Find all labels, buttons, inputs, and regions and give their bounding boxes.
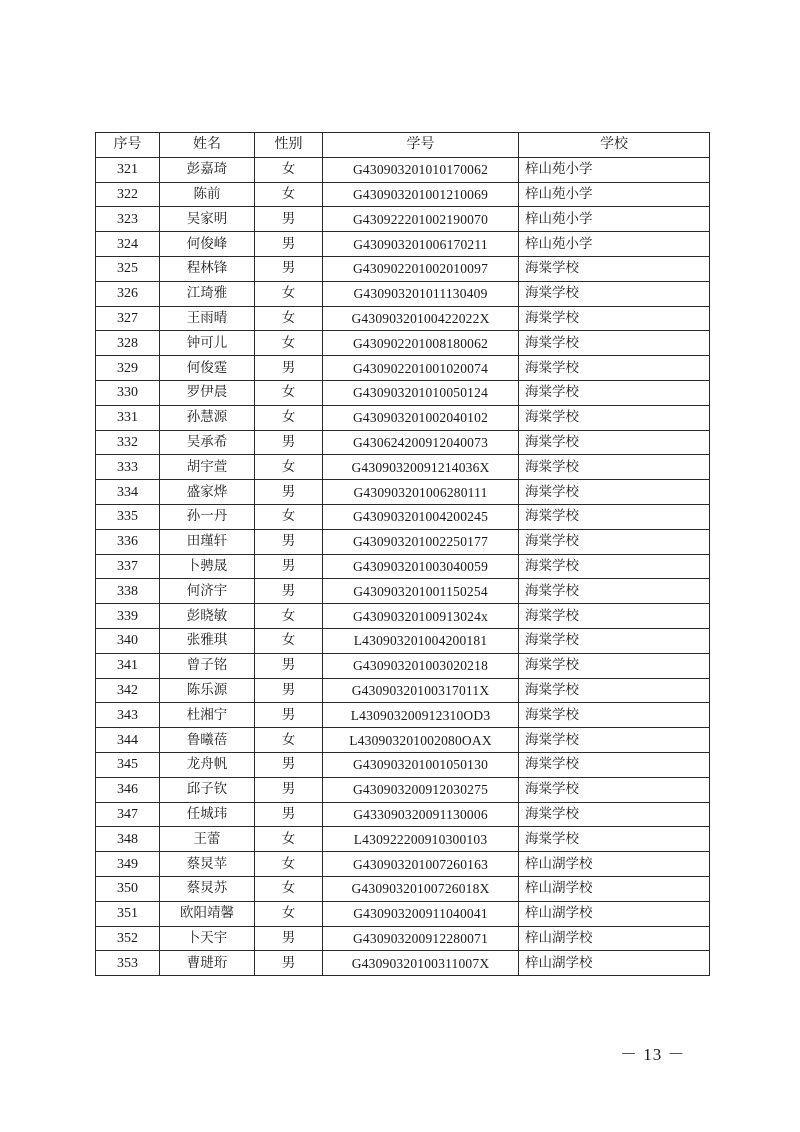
cell-student-id: G43090320100726018X bbox=[323, 876, 519, 901]
table-row bbox=[96, 529, 710, 554]
page-number: － 13 － bbox=[620, 1045, 686, 1064]
cell-name: 陈前 bbox=[160, 182, 255, 207]
cell-school: 海棠学校 bbox=[519, 604, 710, 629]
table-row bbox=[96, 504, 710, 529]
cell-name: 欧阳靖馨 bbox=[160, 901, 255, 926]
cell-school: 海棠学校 bbox=[519, 405, 710, 430]
cell-seq: 330 bbox=[96, 380, 160, 405]
table-row bbox=[96, 852, 710, 877]
cell-seq: 324 bbox=[96, 232, 160, 257]
cell-name: 杜湘宁 bbox=[160, 703, 255, 728]
cell-gender: 女 bbox=[255, 455, 323, 480]
header-seq: 序号 bbox=[96, 133, 160, 158]
cell-student-id: G43090320100311007X bbox=[323, 951, 519, 976]
cell-name: 蔡炅苏 bbox=[160, 876, 255, 901]
cell-student-id: G430903201011130409 bbox=[323, 281, 519, 306]
table-body bbox=[96, 157, 710, 975]
cell-name: 钟可儿 bbox=[160, 331, 255, 356]
cell-seq: 333 bbox=[96, 455, 160, 480]
cell-school: 梓山苑小学 bbox=[519, 182, 710, 207]
table-row bbox=[96, 356, 710, 381]
cell-school: 梓山湖学校 bbox=[519, 876, 710, 901]
cell-school: 梓山苑小学 bbox=[519, 232, 710, 257]
cell-school: 海棠学校 bbox=[519, 306, 710, 331]
cell-student-id: L430922200910300103 bbox=[323, 827, 519, 852]
cell-gender: 女 bbox=[255, 852, 323, 877]
table-row bbox=[96, 579, 710, 604]
cell-gender: 女 bbox=[255, 728, 323, 753]
cell-student-id: L430903200912310OD3 bbox=[323, 703, 519, 728]
cell-gender: 男 bbox=[255, 480, 323, 505]
table-row bbox=[96, 380, 710, 405]
cell-name: 鲁曦蓓 bbox=[160, 728, 255, 753]
cell-gender: 男 bbox=[255, 207, 323, 232]
cell-seq: 350 bbox=[96, 876, 160, 901]
cell-name: 王雨晴 bbox=[160, 306, 255, 331]
cell-gender: 女 bbox=[255, 306, 323, 331]
cell-student-id: G430903201006280111 bbox=[323, 480, 519, 505]
cell-school: 海棠学校 bbox=[519, 529, 710, 554]
table-row bbox=[96, 207, 710, 232]
table-row bbox=[96, 430, 710, 455]
cell-name: 程林锋 bbox=[160, 256, 255, 281]
table-row bbox=[96, 157, 710, 182]
cell-seq: 335 bbox=[96, 504, 160, 529]
cell-school: 海棠学校 bbox=[519, 579, 710, 604]
cell-gender: 女 bbox=[255, 281, 323, 306]
table-row bbox=[96, 653, 710, 678]
cell-gender: 男 bbox=[255, 232, 323, 257]
cell-student-id: G430903201003020218 bbox=[323, 653, 519, 678]
table-row bbox=[96, 232, 710, 257]
table-row bbox=[96, 455, 710, 480]
table-row bbox=[96, 802, 710, 827]
cell-seq: 345 bbox=[96, 752, 160, 777]
cell-school: 海棠学校 bbox=[519, 455, 710, 480]
cell-gender: 男 bbox=[255, 802, 323, 827]
cell-school: 海棠学校 bbox=[519, 281, 710, 306]
cell-gender: 女 bbox=[255, 157, 323, 182]
table-row bbox=[96, 951, 710, 976]
cell-gender: 男 bbox=[255, 653, 323, 678]
cell-name: 卜天宇 bbox=[160, 926, 255, 951]
cell-student-id: G430922201002190070 bbox=[323, 207, 519, 232]
cell-student-id: G43090320100317011X bbox=[323, 678, 519, 703]
cell-name: 孙慧源 bbox=[160, 405, 255, 430]
table-row bbox=[96, 554, 710, 579]
cell-school: 海棠学校 bbox=[519, 703, 710, 728]
cell-gender: 女 bbox=[255, 380, 323, 405]
header-student-id: 学号 bbox=[323, 133, 519, 158]
cell-seq: 327 bbox=[96, 306, 160, 331]
table-row bbox=[96, 281, 710, 306]
cell-seq: 323 bbox=[96, 207, 160, 232]
cell-name: 曾子铭 bbox=[160, 653, 255, 678]
cell-gender: 男 bbox=[255, 430, 323, 455]
cell-student-id: G430903201002040102 bbox=[323, 405, 519, 430]
table-row bbox=[96, 678, 710, 703]
cell-seq: 341 bbox=[96, 653, 160, 678]
cell-school: 海棠学校 bbox=[519, 554, 710, 579]
cell-gender: 男 bbox=[255, 703, 323, 728]
cell-school: 海棠学校 bbox=[519, 802, 710, 827]
table-row bbox=[96, 777, 710, 802]
cell-name: 龙舟帆 bbox=[160, 752, 255, 777]
cell-student-id: G430902201008180062 bbox=[323, 331, 519, 356]
cell-name: 何俊峰 bbox=[160, 232, 255, 257]
cell-seq: 329 bbox=[96, 356, 160, 381]
student-list-table bbox=[95, 132, 710, 976]
cell-student-id: G43090320100913024x bbox=[323, 604, 519, 629]
table-row bbox=[96, 827, 710, 852]
cell-seq: 347 bbox=[96, 802, 160, 827]
cell-gender: 女 bbox=[255, 901, 323, 926]
cell-name: 彭晓敏 bbox=[160, 604, 255, 629]
cell-gender: 女 bbox=[255, 628, 323, 653]
table-row bbox=[96, 306, 710, 331]
cell-student-id: G430624200912040073 bbox=[323, 430, 519, 455]
cell-seq: 351 bbox=[96, 901, 160, 926]
cell-gender: 男 bbox=[255, 926, 323, 951]
cell-name: 田瑾轩 bbox=[160, 529, 255, 554]
cell-name: 何俊霆 bbox=[160, 356, 255, 381]
cell-student-id: G430903201001210069 bbox=[323, 182, 519, 207]
cell-student-id: G430903201001150254 bbox=[323, 579, 519, 604]
cell-student-id: L430903201002080OAX bbox=[323, 728, 519, 753]
cell-seq: 353 bbox=[96, 951, 160, 976]
cell-name: 吴承希 bbox=[160, 430, 255, 455]
cell-name: 张雅琪 bbox=[160, 628, 255, 653]
table-row bbox=[96, 256, 710, 281]
cell-name: 何济宇 bbox=[160, 579, 255, 604]
header-school: 学校 bbox=[519, 133, 710, 158]
table-row bbox=[96, 926, 710, 951]
cell-name: 任城玮 bbox=[160, 802, 255, 827]
cell-student-id: G43090320100422022X bbox=[323, 306, 519, 331]
cell-gender: 女 bbox=[255, 405, 323, 430]
cell-gender: 女 bbox=[255, 604, 323, 629]
cell-school: 梓山湖学校 bbox=[519, 901, 710, 926]
cell-seq: 332 bbox=[96, 430, 160, 455]
cell-student-id: G430902201001020074 bbox=[323, 356, 519, 381]
cell-school: 海棠学校 bbox=[519, 752, 710, 777]
cell-name: 陈乐源 bbox=[160, 678, 255, 703]
cell-student-id: G430903201010170062 bbox=[323, 157, 519, 182]
cell-name: 卜骋晟 bbox=[160, 554, 255, 579]
cell-seq: 346 bbox=[96, 777, 160, 802]
cell-school: 梓山苑小学 bbox=[519, 207, 710, 232]
cell-seq: 321 bbox=[96, 157, 160, 182]
cell-school: 海棠学校 bbox=[519, 256, 710, 281]
cell-name: 罗伊晨 bbox=[160, 380, 255, 405]
table-row bbox=[96, 480, 710, 505]
cell-seq: 328 bbox=[96, 331, 160, 356]
cell-gender: 男 bbox=[255, 752, 323, 777]
cell-gender: 女 bbox=[255, 331, 323, 356]
cell-name: 彭嘉琦 bbox=[160, 157, 255, 182]
cell-seq: 338 bbox=[96, 579, 160, 604]
cell-name: 蔡炅苹 bbox=[160, 852, 255, 877]
cell-name: 胡宇萱 bbox=[160, 455, 255, 480]
header-gender: 性别 bbox=[255, 133, 323, 158]
cell-student-id: G430903201003040059 bbox=[323, 554, 519, 579]
table-row bbox=[96, 628, 710, 653]
cell-school: 梓山湖学校 bbox=[519, 852, 710, 877]
cell-school: 海棠学校 bbox=[519, 504, 710, 529]
cell-seq: 352 bbox=[96, 926, 160, 951]
table-row bbox=[96, 331, 710, 356]
table-row bbox=[96, 703, 710, 728]
cell-name: 江琦雅 bbox=[160, 281, 255, 306]
table-row bbox=[96, 876, 710, 901]
cell-gender: 男 bbox=[255, 579, 323, 604]
cell-seq: 342 bbox=[96, 678, 160, 703]
cell-seq: 343 bbox=[96, 703, 160, 728]
cell-school: 海棠学校 bbox=[519, 777, 710, 802]
cell-name: 吴家明 bbox=[160, 207, 255, 232]
cell-seq: 334 bbox=[96, 480, 160, 505]
header-name: 姓名 bbox=[160, 133, 255, 158]
student-list-table-container bbox=[95, 132, 709, 976]
cell-seq: 348 bbox=[96, 827, 160, 852]
cell-seq: 349 bbox=[96, 852, 160, 877]
cell-name: 孙一丹 bbox=[160, 504, 255, 529]
cell-gender: 男 bbox=[255, 554, 323, 579]
table-row bbox=[96, 901, 710, 926]
cell-student-id: G430902201002010097 bbox=[323, 256, 519, 281]
cell-seq: 331 bbox=[96, 405, 160, 430]
cell-student-id: G430903200912030275 bbox=[323, 777, 519, 802]
cell-gender: 男 bbox=[255, 256, 323, 281]
table-row bbox=[96, 182, 710, 207]
table-row bbox=[96, 604, 710, 629]
cell-seq: 337 bbox=[96, 554, 160, 579]
table-row bbox=[96, 728, 710, 753]
cell-student-id: L430903201004200181 bbox=[323, 628, 519, 653]
cell-student-id: G433090320091130006 bbox=[323, 802, 519, 827]
cell-school: 海棠学校 bbox=[519, 653, 710, 678]
cell-school: 海棠学校 bbox=[519, 430, 710, 455]
table-row bbox=[96, 405, 710, 430]
cell-seq: 344 bbox=[96, 728, 160, 753]
cell-student-id: G430903201002250177 bbox=[323, 529, 519, 554]
cell-gender: 女 bbox=[255, 182, 323, 207]
cell-school: 梓山湖学校 bbox=[519, 926, 710, 951]
cell-name: 曹琎珩 bbox=[160, 951, 255, 976]
cell-school: 海棠学校 bbox=[519, 678, 710, 703]
cell-student-id: G430903201007260163 bbox=[323, 852, 519, 877]
cell-gender: 女 bbox=[255, 827, 323, 852]
cell-student-id: G43090320091214036X bbox=[323, 455, 519, 480]
cell-school: 海棠学校 bbox=[519, 380, 710, 405]
cell-gender: 男 bbox=[255, 529, 323, 554]
cell-student-id: G430903201006170211 bbox=[323, 232, 519, 257]
cell-school: 海棠学校 bbox=[519, 628, 710, 653]
cell-name: 王蕾 bbox=[160, 827, 255, 852]
cell-gender: 女 bbox=[255, 504, 323, 529]
cell-name: 邱子钦 bbox=[160, 777, 255, 802]
cell-gender: 男 bbox=[255, 777, 323, 802]
cell-gender: 男 bbox=[255, 356, 323, 381]
cell-seq: 340 bbox=[96, 628, 160, 653]
table-row bbox=[96, 752, 710, 777]
cell-school: 海棠学校 bbox=[519, 827, 710, 852]
cell-gender: 女 bbox=[255, 876, 323, 901]
cell-seq: 325 bbox=[96, 256, 160, 281]
cell-seq: 326 bbox=[96, 281, 160, 306]
cell-gender: 男 bbox=[255, 951, 323, 976]
cell-school: 梓山苑小学 bbox=[519, 157, 710, 182]
cell-school: 海棠学校 bbox=[519, 728, 710, 753]
cell-school: 海棠学校 bbox=[519, 480, 710, 505]
table-header-row bbox=[96, 133, 710, 158]
cell-student-id: G430903201004200245 bbox=[323, 504, 519, 529]
cell-gender: 男 bbox=[255, 678, 323, 703]
cell-school: 梓山湖学校 bbox=[519, 951, 710, 976]
cell-seq: 322 bbox=[96, 182, 160, 207]
cell-school: 海棠学校 bbox=[519, 356, 710, 381]
cell-school: 海棠学校 bbox=[519, 331, 710, 356]
cell-student-id: G430903200912280071 bbox=[323, 926, 519, 951]
cell-name: 盛家烨 bbox=[160, 480, 255, 505]
cell-seq: 339 bbox=[96, 604, 160, 629]
cell-student-id: G430903200911040041 bbox=[323, 901, 519, 926]
cell-seq: 336 bbox=[96, 529, 160, 554]
cell-student-id: G430903201001050130 bbox=[323, 752, 519, 777]
cell-student-id: G430903201010050124 bbox=[323, 380, 519, 405]
